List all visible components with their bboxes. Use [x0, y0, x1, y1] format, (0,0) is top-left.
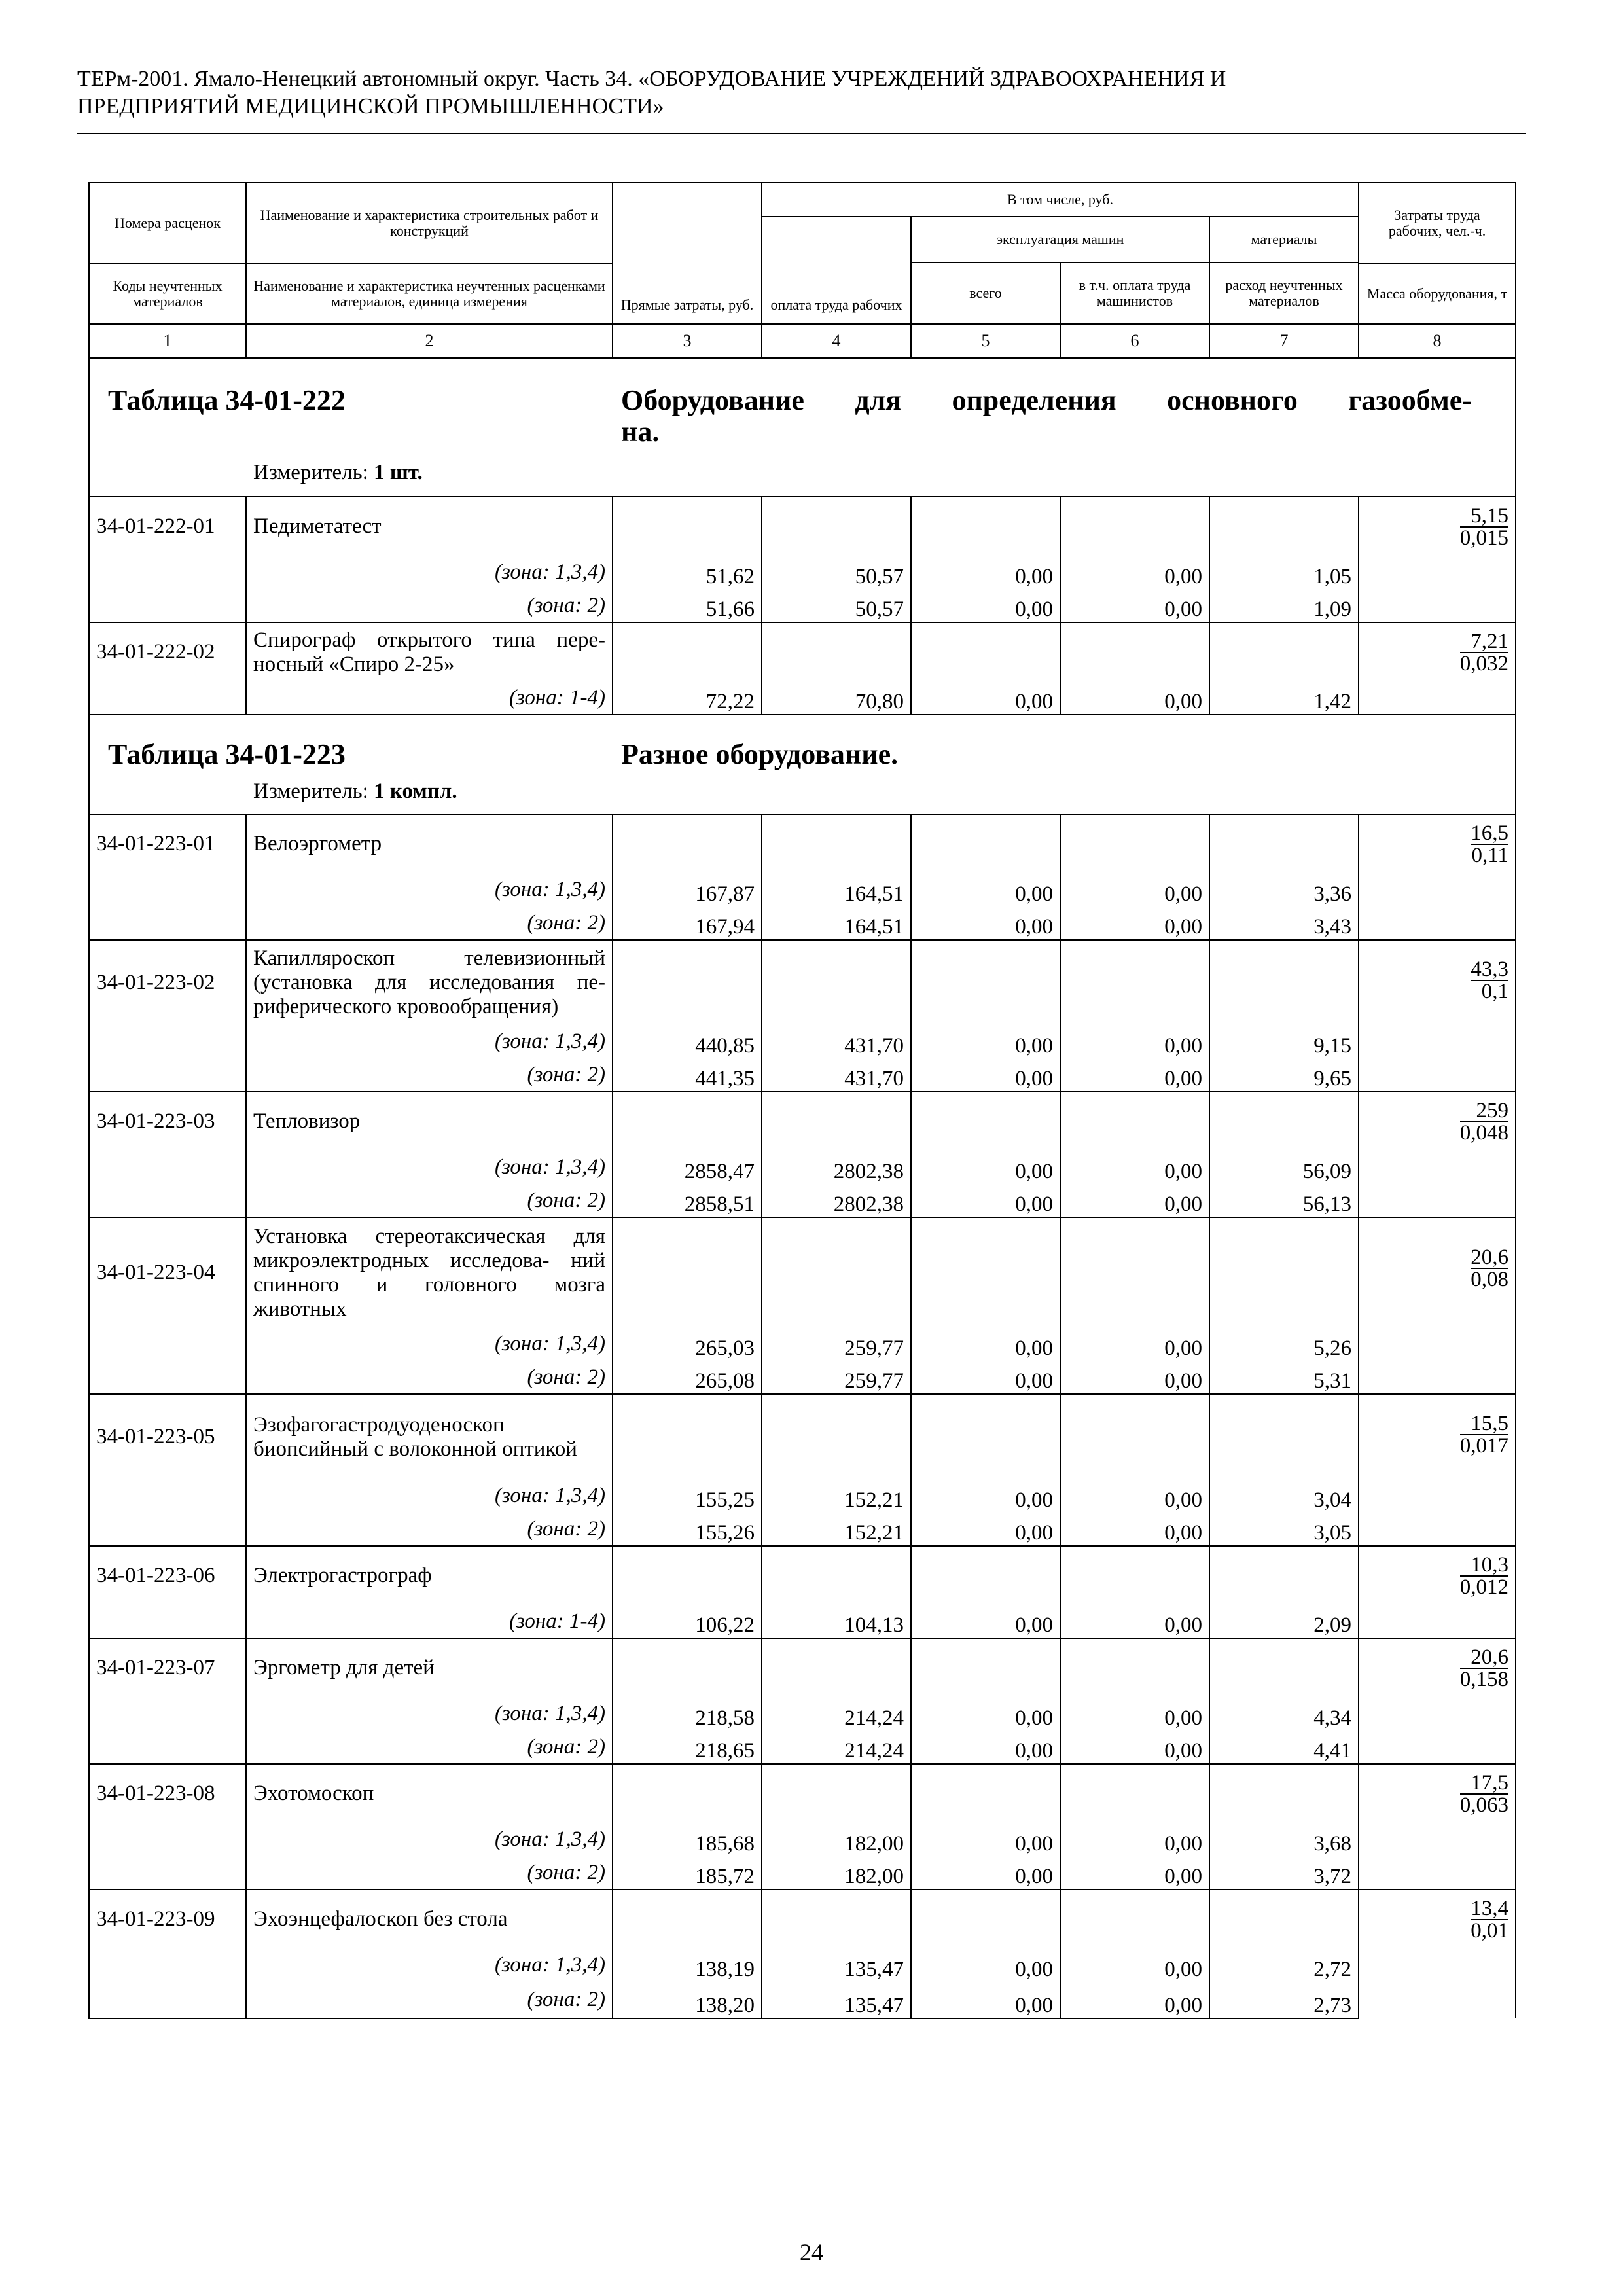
worker-pay: 104,13 [762, 1605, 911, 1638]
direct-costs: 185,72 [613, 1856, 762, 1890]
materials: 4,41 [1209, 1731, 1359, 1764]
table-row [89, 497, 1516, 556]
direct-costs: 218,58 [613, 1697, 762, 1731]
materials: 3,36 [1209, 873, 1359, 906]
labor-value: 20,6 [1471, 1246, 1509, 1269]
materials: 3,72 [1209, 1856, 1359, 1890]
col-name: Наименование и характеристика строительных работ и конструкций [246, 183, 613, 264]
materials: 3,05 [1209, 1513, 1359, 1546]
table-row [89, 814, 1516, 873]
machine-total: 0,00 [911, 1327, 1060, 1361]
rates-table [88, 182, 1516, 2019]
rate-code: 34-01-223-02 [89, 940, 246, 1025]
direct-costs: 218,65 [613, 1731, 762, 1764]
zone-row [89, 1184, 1516, 1217]
worker-pay: 70,80 [762, 681, 911, 715]
zone-row [89, 589, 1516, 622]
rate-code: 34-01-223-07 [89, 1638, 246, 1697]
table-number: Таблица 34-01-222 [108, 384, 346, 416]
direct-costs: 51,62 [613, 556, 762, 589]
worker-pay: 259,77 [762, 1361, 911, 1394]
column-numbers-row [89, 324, 1516, 358]
labor-value: 10,3 [1460, 1554, 1508, 1577]
rate-name: Спирограф открытого типа пере- носный «Спиро 2-25» [246, 622, 613, 681]
materials: 56,09 [1209, 1151, 1359, 1184]
materials: 2,09 [1209, 1605, 1359, 1638]
materials: 9,15 [1209, 1025, 1359, 1058]
zone-label: (зона: 1,3,4) [246, 556, 613, 589]
zone-label: (зона: 1-4) [246, 681, 613, 715]
machine-total: 0,00 [911, 1058, 1060, 1092]
table-row [89, 1764, 1516, 1823]
labor-mass-cell [1359, 1394, 1516, 1546]
zone-label: (зона: 1,3,4) [246, 1697, 613, 1731]
materials: 5,31 [1209, 1361, 1359, 1394]
header-rule [77, 133, 1526, 134]
worker-pay: 182,00 [762, 1856, 911, 1890]
table-row [89, 1638, 1516, 1697]
table-heading: Разное оборудование. [621, 738, 899, 770]
machine-total: 0,00 [911, 1731, 1060, 1764]
worker-pay: 2802,38 [762, 1151, 911, 1184]
machine-total: 0,00 [911, 1361, 1060, 1394]
labor-value: 16,5 [1471, 821, 1509, 845]
zone-label: (зона: 1,3,4) [246, 1948, 613, 1982]
machine-total: 0,00 [911, 1479, 1060, 1513]
direct-costs: 138,20 [613, 1982, 762, 2018]
col-num: 2 [246, 324, 613, 358]
machine-total: 0,00 [911, 1184, 1060, 1217]
rate-name: Тепловизор [246, 1092, 613, 1151]
labor-value: 20,6 [1460, 1647, 1508, 1669]
worker-pay: 152,21 [762, 1513, 911, 1546]
measurement-unit: Измеритель: 1 шт. [253, 461, 423, 484]
machinist-pay: 0,00 [1060, 1361, 1209, 1394]
col-machinist-pay: в т.ч. оплата труда машинистов [1060, 262, 1209, 324]
direct-costs: 2858,47 [613, 1151, 762, 1184]
rate-code: 34-01-223-03 [89, 1092, 246, 1151]
machine-total: 0,00 [911, 589, 1060, 622]
col-num: 1 [89, 324, 246, 358]
materials: 1,42 [1209, 681, 1359, 715]
zone-row [89, 1327, 1516, 1361]
zone-label: (зона: 2) [246, 1361, 613, 1394]
table-heading: Оборудование для определения основного газообме- [621, 384, 1472, 416]
zone-label: (зона: 2) [246, 1058, 613, 1092]
zone-label: (зона: 1,3,4) [246, 1479, 613, 1513]
direct-costs: 155,26 [613, 1513, 762, 1546]
machinist-pay: 0,00 [1060, 1948, 1209, 1982]
machinist-pay: 0,00 [1060, 1151, 1209, 1184]
mass-value: 0,032 [1459, 652, 1509, 675]
zone-row [89, 1605, 1516, 1638]
mass-value: 0,015 [1459, 526, 1509, 550]
machinist-pay: 0,00 [1060, 1856, 1209, 1890]
direct-costs: 440,85 [613, 1025, 762, 1058]
zone-row [89, 1731, 1516, 1764]
direct-costs: 167,87 [613, 873, 762, 906]
zone-label: (зона: 1-4) [246, 1605, 613, 1638]
machinist-pay: 0,00 [1060, 1982, 1209, 2018]
machinist-pay: 0,00 [1060, 1058, 1209, 1092]
rate-name: Педиметатест [246, 497, 613, 556]
machine-total: 0,00 [911, 1025, 1060, 1058]
rate-name: Эргометр для детей [246, 1638, 613, 1697]
zone-row [89, 1697, 1516, 1731]
zone-label: (зона: 2) [246, 1856, 613, 1890]
zone-label: (зона: 2) [246, 1731, 613, 1764]
col-num: 8 [1359, 324, 1516, 358]
materials: 4,34 [1209, 1697, 1359, 1731]
col-unaccounted-use: расход неучтенных материалов [1209, 262, 1359, 324]
col-num: 7 [1209, 324, 1359, 358]
measurement-unit: Измеритель: 1 компл. [253, 780, 457, 803]
machinist-pay: 0,00 [1060, 906, 1209, 940]
worker-pay: 164,51 [762, 906, 911, 940]
zone-row [89, 1948, 1516, 1982]
machinist-pay: 0,00 [1060, 589, 1209, 622]
direct-costs: 265,03 [613, 1327, 762, 1361]
machinist-pay: 0,00 [1060, 681, 1209, 715]
labor-value: 7,21 [1460, 631, 1508, 653]
machinist-pay: 0,00 [1060, 556, 1209, 589]
worker-pay: 431,70 [762, 1058, 911, 1092]
machinist-pay: 0,00 [1060, 1605, 1209, 1638]
worker-pay: 50,57 [762, 556, 911, 589]
zone-label: (зона: 2) [246, 906, 613, 940]
machine-total: 0,00 [911, 873, 1060, 906]
rate-code: 34-01-222-01 [89, 497, 246, 556]
zone-label: (зона: 2) [246, 1982, 613, 2018]
rate-code: 34-01-223-08 [89, 1764, 246, 1823]
machine-total: 0,00 [911, 1513, 1060, 1546]
machine-total: 0,00 [911, 681, 1060, 715]
labor-value: 259 [1460, 1100, 1508, 1122]
direct-costs: 155,25 [613, 1479, 762, 1513]
zone-label: (зона: 1,3,4) [246, 1025, 613, 1058]
rate-name: Велоэргометр [246, 814, 613, 873]
machine-total: 0,00 [911, 556, 1060, 589]
col-num: 5 [911, 324, 1060, 358]
direct-costs: 167,94 [613, 906, 762, 940]
zone-label: (зона: 2) [246, 589, 613, 622]
rate-code: 34-01-223-04 [89, 1217, 246, 1327]
zone-row [89, 1058, 1516, 1092]
direct-costs: 441,35 [613, 1058, 762, 1092]
zone-row [89, 1479, 1516, 1513]
col-equipment-mass: Масса оборудования, т [1359, 264, 1516, 324]
labor-mass-cell [1359, 1546, 1516, 1638]
zone-label: (зона: 1,3,4) [246, 1151, 613, 1184]
direct-costs: 51,66 [613, 589, 762, 622]
direct-costs: 2858,51 [613, 1184, 762, 1217]
zone-row [89, 1513, 1516, 1546]
col-num: 6 [1060, 324, 1209, 358]
labor-mass-cell [1359, 1092, 1516, 1217]
materials: 9,65 [1209, 1058, 1359, 1092]
col-total: всего [911, 262, 1060, 324]
zone-label: (зона: 1,3,4) [246, 1823, 613, 1856]
machine-total: 0,00 [911, 1151, 1060, 1184]
machine-total: 0,00 [911, 1823, 1060, 1856]
labor-mass-cell [1359, 622, 1516, 715]
table-title-222 [89, 358, 1516, 497]
machine-total: 0,00 [911, 1605, 1060, 1638]
worker-pay: 135,47 [762, 1982, 911, 2018]
machine-total: 0,00 [911, 906, 1060, 940]
col-num: 4 [762, 324, 911, 358]
rate-code: 34-01-223-06 [89, 1546, 246, 1605]
machinist-pay: 0,00 [1060, 1025, 1209, 1058]
worker-pay: 50,57 [762, 589, 911, 622]
machinist-pay: 0,00 [1060, 1184, 1209, 1217]
mass-value: 0,017 [1459, 1434, 1509, 1458]
mass-value: 0,063 [1459, 1793, 1509, 1817]
machine-total: 0,00 [911, 1948, 1060, 1982]
labor-value: 43,3 [1471, 958, 1509, 981]
zone-row [89, 906, 1516, 940]
table-row [89, 622, 1516, 681]
zone-row [89, 1025, 1516, 1058]
machinist-pay: 0,00 [1060, 1823, 1209, 1856]
worker-pay: 164,51 [762, 873, 911, 906]
mass-value: 0,1 [1481, 980, 1509, 1003]
materials: 1,05 [1209, 556, 1359, 589]
rate-code: 34-01-223-05 [89, 1394, 246, 1479]
materials: 2,73 [1209, 1982, 1359, 2018]
labor-value: 15,5 [1460, 1413, 1508, 1435]
col-labor-costs: Затраты труда рабочих, чел.-ч. [1359, 183, 1516, 264]
labor-mass-cell [1359, 814, 1516, 940]
zone-row [89, 873, 1516, 906]
col-direct-costs: Прямые затраты, руб. [613, 183, 762, 324]
labor-mass-cell [1359, 940, 1516, 1092]
mass-value: 0,158 [1459, 1668, 1509, 1691]
zone-row [89, 1856, 1516, 1890]
mass-value: 0,012 [1459, 1575, 1509, 1599]
rate-code: 34-01-222-02 [89, 622, 246, 681]
worker-pay: 214,24 [762, 1731, 911, 1764]
col-machine-operation: эксплуатация машин [911, 217, 1209, 262]
labor-mass-cell [1359, 1217, 1516, 1394]
direct-costs: 106,22 [613, 1605, 762, 1638]
header-row-1 [89, 183, 1516, 217]
labor-mass-cell [1359, 1890, 1516, 2018]
materials: 56,13 [1209, 1184, 1359, 1217]
worker-pay: 135,47 [762, 1948, 911, 1982]
table-title-223 [89, 715, 1516, 814]
zone-row [89, 681, 1516, 715]
table-row [89, 1394, 1516, 1479]
page-header [77, 65, 1517, 120]
zone-row [89, 1151, 1516, 1184]
machinist-pay: 0,00 [1060, 1327, 1209, 1361]
materials: 3,04 [1209, 1479, 1359, 1513]
machinist-pay: 0,00 [1060, 1479, 1209, 1513]
worker-pay: 152,21 [762, 1479, 911, 1513]
labor-mass-cell [1359, 1638, 1516, 1764]
zone-label: (зона: 1,3,4) [246, 1327, 613, 1361]
zone-label: (зона: 2) [246, 1513, 613, 1546]
zone-label: (зона: 1,3,4) [246, 873, 613, 906]
col-num: 3 [613, 324, 762, 358]
rate-name: Установка стереотаксическая для микроэлектродных исследова- ний спинного и головного мозга животных [246, 1217, 613, 1327]
table-heading-cont: на. [621, 416, 660, 448]
col-including: В том числе, руб. [762, 183, 1359, 217]
rate-name: Капилляроскоп телевизионный (установка для исследования пе- риферического кровообращения) [246, 940, 613, 1025]
col-rate-number: Номера расценок [89, 183, 246, 264]
worker-pay: 431,70 [762, 1025, 911, 1058]
table-row [89, 940, 1516, 1025]
col-name-unaccounted: Наименование и характеристика неучтенных расценками материалов, единица измерения [246, 264, 613, 324]
direct-costs: 185,68 [613, 1823, 762, 1856]
worker-pay: 214,24 [762, 1697, 911, 1731]
rate-name: Эхотомоскоп [246, 1764, 613, 1823]
zone-row [89, 1361, 1516, 1394]
materials: 1,09 [1209, 589, 1359, 622]
machinist-pay: 0,00 [1060, 1731, 1209, 1764]
materials: 3,43 [1209, 906, 1359, 940]
zone-row [89, 1982, 1516, 2018]
direct-costs: 72,22 [613, 681, 762, 715]
labor-value: 17,5 [1460, 1772, 1508, 1795]
mass-value: 0,048 [1459, 1121, 1509, 1145]
page-number: 24 [800, 2239, 823, 2265]
col-worker-pay: оплата труда рабочих [762, 217, 911, 324]
rate-code: 34-01-223-01 [89, 814, 246, 873]
materials: 5,26 [1209, 1327, 1359, 1361]
worker-pay: 259,77 [762, 1327, 911, 1361]
table-number: Таблица 34-01-223 [108, 738, 346, 770]
materials: 2,72 [1209, 1948, 1359, 1982]
rate-code: 34-01-223-09 [89, 1890, 246, 1948]
labor-value: 5,15 [1460, 505, 1508, 528]
direct-costs: 265,08 [613, 1361, 762, 1394]
table-row [89, 1092, 1516, 1151]
direct-costs: 138,19 [613, 1948, 762, 1982]
machine-total: 0,00 [911, 1697, 1060, 1731]
rate-name: Эзофагогастродуоденоскоп биопсийный с волоконной оптикой [246, 1394, 613, 1479]
machine-total: 0,00 [911, 1982, 1060, 2018]
materials: 3,68 [1209, 1823, 1359, 1856]
machine-total: 0,00 [911, 1856, 1060, 1890]
worker-pay: 2802,38 [762, 1184, 911, 1217]
machinist-pay: 0,00 [1060, 1513, 1209, 1546]
labor-value: 13,4 [1471, 1897, 1509, 1920]
zone-row [89, 556, 1516, 589]
rate-name: Эхоэнцефалоскоп без стола [246, 1890, 613, 1948]
mass-value: 0,08 [1471, 1268, 1509, 1291]
labor-mass-cell [1359, 497, 1516, 622]
table-row [89, 1546, 1516, 1605]
mass-value: 0,01 [1471, 1919, 1509, 1943]
header-line-1: ТЕРм-2001. Ямало-Ненецкий автономный округ. Часть 34. «ОБОРУДОВАНИЕ УЧРЕЖДЕНИЙ ЗДРАВООХРАНЕНИЯ И [77, 67, 1226, 91]
worker-pay: 182,00 [762, 1823, 911, 1856]
header-line-2: ПРЕДПРИЯТИЙ МЕДИЦИНСКОЙ ПРОМЫШЛЕННОСТИ» [77, 94, 664, 118]
col-materials: материалы [1209, 217, 1359, 262]
labor-mass-cell [1359, 1764, 1516, 1890]
table-row [89, 1217, 1516, 1327]
zone-label: (зона: 2) [246, 1184, 613, 1217]
machinist-pay: 0,00 [1060, 873, 1209, 906]
machinist-pay: 0,00 [1060, 1697, 1209, 1731]
mass-value: 0,11 [1471, 844, 1509, 867]
zone-row [89, 1823, 1516, 1856]
rate-name: Электрогастрограф [246, 1546, 613, 1605]
col-codes-unaccounted: Коды неучтенных материалов [89, 264, 246, 324]
table-row [89, 1890, 1516, 1948]
